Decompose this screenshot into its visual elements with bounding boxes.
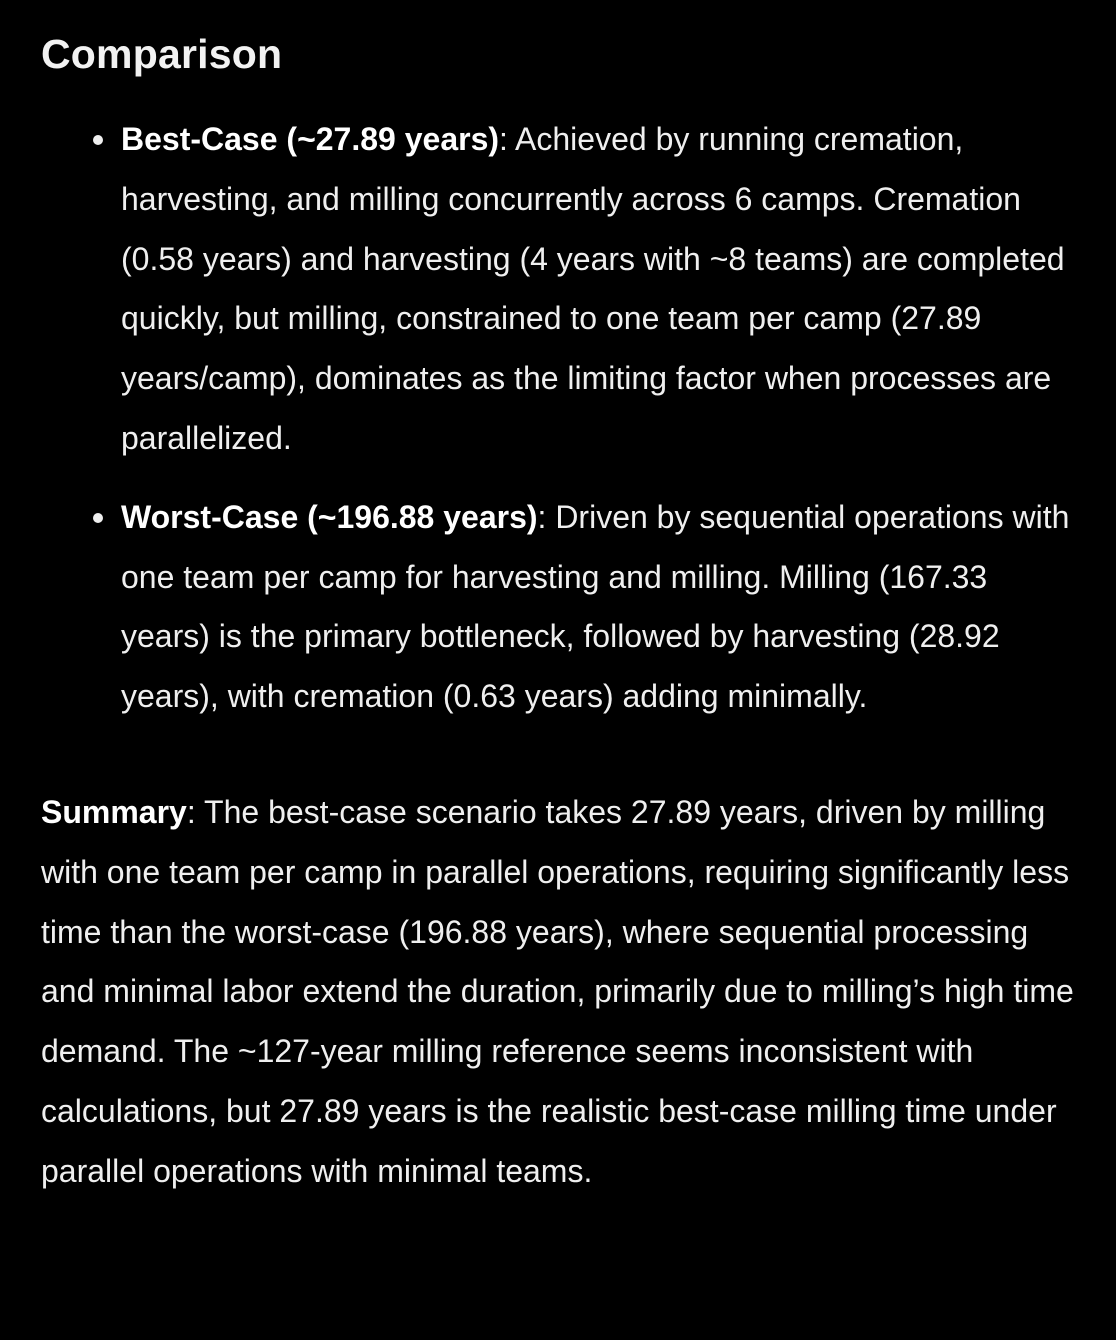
bullet-dot-icon	[93, 135, 103, 145]
list-item-worst-case	[41, 488, 1076, 727]
summary-text: The best-case scenario takes 27.89 years, driven by milling with one team per camp in parallel operations, requiring significantly less time than the worst-case (196.88 years), where sequential processing and minimal labor extend the duration, primarily due to milling’s high time demand. The ~127-year milling reference seems inconsistent with calculations, but 27.89 years is the realistic best-case milling time under parallel operations with minimal teams.	[41, 793, 1074, 1189]
worst-case-title: Worst-Case (~196.88 years)	[121, 498, 538, 535]
worst-case-text: Driven by sequential operations with one team per camp for harvesting and milling. Milling (167.33 years) is the primary bottleneck, followed by harvesting (28.92 years), with cremation (0.63 years) adding minimally.	[121, 498, 1070, 715]
best-case-text: Achieved by running cremation, harvesting, and milling concurrently across 6 camps. Cremation (0.58 years) and harvesting (4 years with ~8 teams) are completed quickly, but milling, constrained to one team per camp (27.89 years/camp), dominates as the limiting factor when processes are parallelized.	[121, 121, 1065, 456]
worst-case-separator: :	[537, 498, 556, 535]
bullet-dot-icon	[93, 513, 103, 523]
summary-title: Summary	[41, 793, 187, 830]
summary-separator: :	[186, 793, 205, 830]
summary-paragraph	[41, 783, 1076, 1202]
best-case-title: Best-Case (~27.89 years)	[121, 121, 500, 157]
best-case-separator: :	[499, 121, 516, 157]
comparison-heading: Comparison	[41, 31, 283, 77]
list-item-best-case	[41, 110, 1076, 469]
comparison-list	[41, 110, 1076, 727]
